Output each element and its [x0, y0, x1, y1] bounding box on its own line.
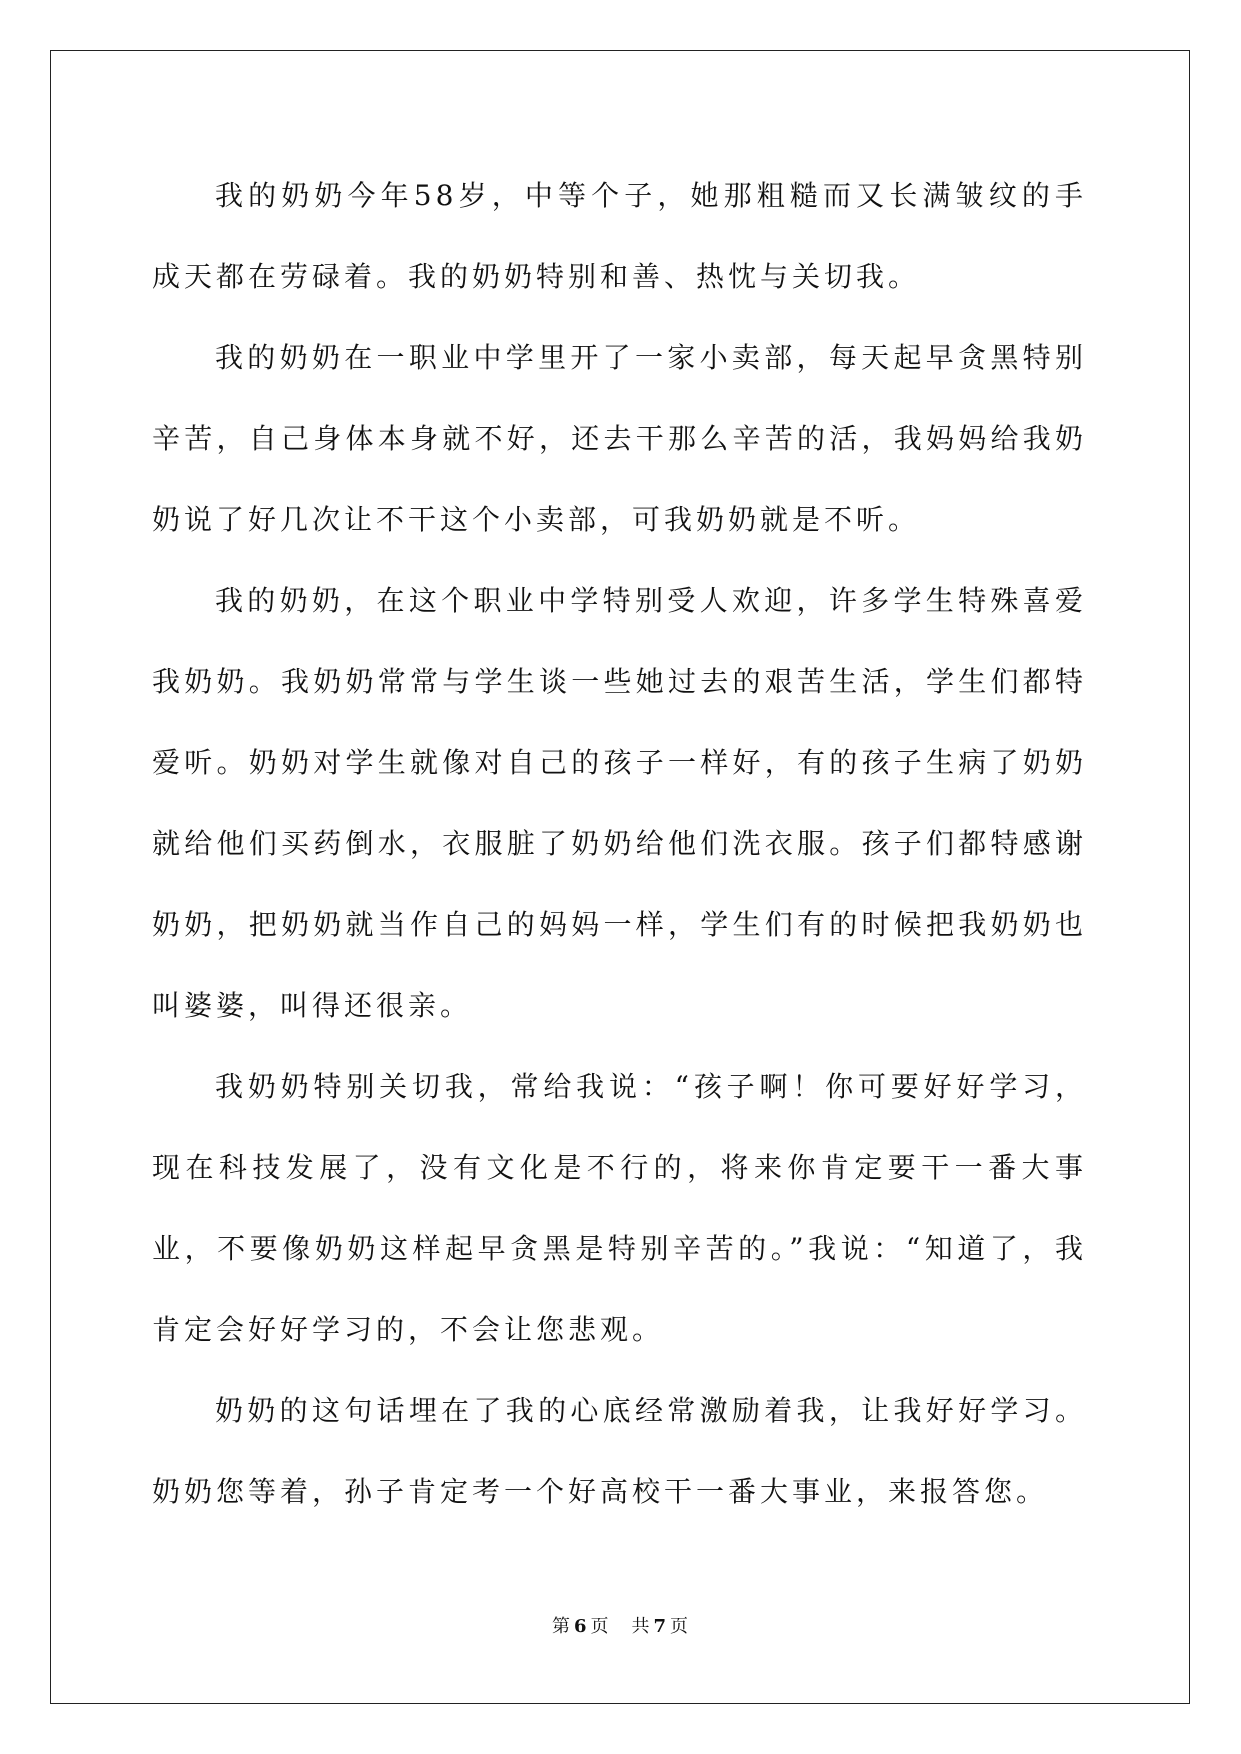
- document-body: [152, 155, 1087, 1532]
- footer-page-suffix: 页: [590, 1616, 610, 1637]
- paragraph-3: 我的奶奶，在这个职业中学特别受人欢迎，许多学生特殊喜爱我奶奶。我奶奶常常与学生谈一些她过去的艰苦生活，学生们都特爱听。奶奶对学生就像对自己的孩子一样好，有的孩子生病了奶奶就给他们买药倒水，衣服脏了奶奶给他们洗衣服。孩子们都特感谢奶奶，把奶奶就当作自己的妈妈一样，学生们有的时候把我奶奶也叫婆婆，叫得还很亲。: [152, 584, 1087, 1022]
- footer-page-number: 6: [573, 1616, 588, 1637]
- paragraph-1: 我的奶奶今年58岁，中等个子，她那粗糙而又长满皱纹的手成天都在劳碌着。我的奶奶特别和善、热忱与关切我。: [152, 179, 1087, 293]
- paragraph-5: 奶奶的这句话埋在了我的心底经常激励着我，让我好好学习。奶奶您等着，孙子肯定考一个好高校干一番大事业，来报答您。: [152, 1394, 1087, 1508]
- footer-total-pages: 7: [653, 1616, 668, 1637]
- paragraph-2: 我的奶奶在一职业中学里开了一家小卖部，每天起早贪黑特别辛苦，自己身体本身就不好，还去干那么辛苦的活，我妈妈给我奶奶说了好几次让不干这个小卖部，可我奶奶就是不听。: [152, 341, 1087, 536]
- footer-total-suffix: 页: [670, 1616, 690, 1637]
- footer-total-prefix: 共: [631, 1616, 651, 1637]
- footer-page-prefix: 第: [551, 1616, 571, 1637]
- page-footer: [0, 1612, 1241, 1638]
- paragraph-4: 我奶奶特别关切我，常给我说：“孩子啊！你可要好好学习，现在科技发展了，没有文化是不行的，将来你肯定要干一番大事业，不要像奶奶这样起早贪黑是特别辛苦的。”我说：“知道了，我肯定会好好学习的，不会让您悲观。: [152, 1070, 1087, 1346]
